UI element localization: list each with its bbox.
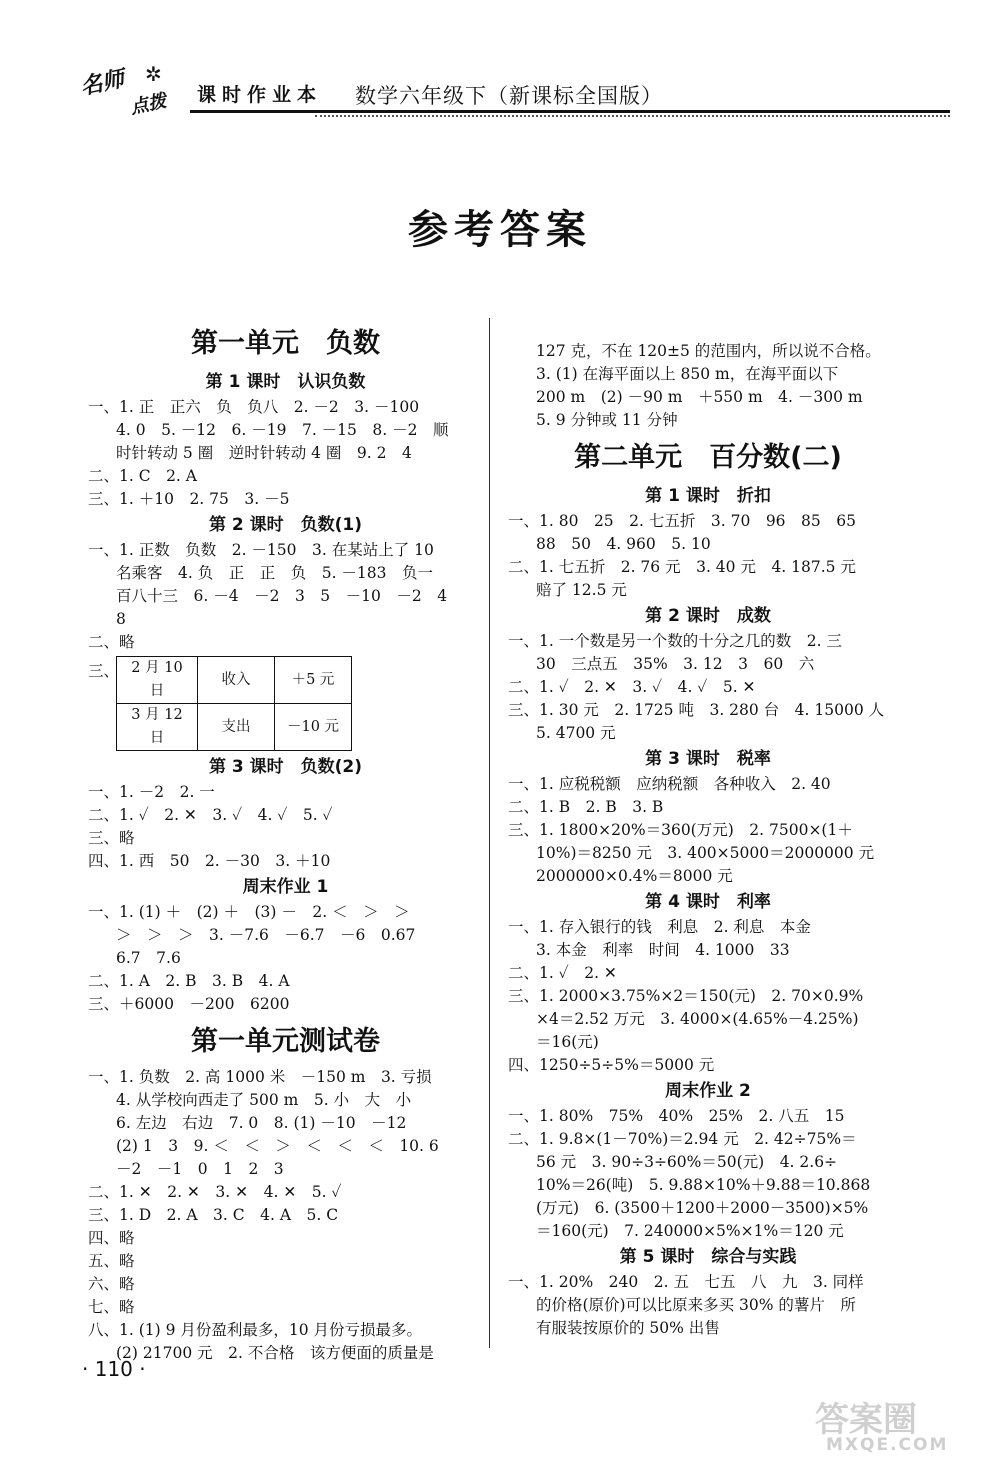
answer-line: －2 －1 0 1 2 3 (116, 1160, 284, 1178)
answer-line: 二、1. A 2. B 3. B 4. A (88, 972, 290, 990)
answer-line: 4. 从学校向西走了 500 m 5. 小 大 小 (116, 1091, 412, 1109)
answer-line: 三、略 (88, 829, 135, 847)
header-rule (190, 110, 950, 113)
answer-line: 一、1. 负数 2. 高 1000 米 －150 m 3. 亏损 (88, 1068, 432, 1086)
answer-line: 八、1. (1) 9 月份盈利最多，10 月份亏损最多。 (88, 1321, 423, 1339)
answer-line: 一、1. 一个数是另一个数的十分之几的数 2. 三 (508, 632, 842, 650)
answer-line: 200 m (2) －90 m ＋550 m 4. －300 m (536, 388, 863, 406)
lesson-heading: 周末作业 2 (665, 1081, 751, 1101)
answer-line: 三、1. ＋10 2. 75 3. －5 (88, 490, 290, 508)
unit-heading: 第二单元 百分数(二) (574, 442, 842, 473)
answer-line: 一、1. 20% 240 2. 五 七五 八 九 3. 同样 (508, 1273, 864, 1291)
answer-line: 名乘客 4. 负 正 正 负 5. －183 负一 (116, 564, 434, 582)
answer-line: 时针转动 5 圈 逆时针转动 4 圈 9. 2 4 (116, 444, 412, 462)
answer-line: 5. 9 分钟或 11 分钟 (536, 411, 678, 429)
answer-line: 一、1. 80 25 2. 七五折 3. 70 96 85 65 (508, 512, 856, 530)
answer-line: 二、1. 七五折 2. 76 元 3. 40 元 4. 187.5 元 (508, 558, 856, 576)
answer-line: 二、1. ✓ 2. ✕ 3. ✓ 4. ✓ 5. ✓ (88, 806, 333, 824)
answer-line: 二、1. C 2. A (88, 467, 197, 485)
header-dotted-rule (315, 115, 950, 117)
answer-line: 56 元 3. 90÷3÷60%＝50(元) 4. 2.6÷ (536, 1153, 838, 1171)
answer-line: 六、略 (88, 1275, 135, 1293)
page-title: 参考答案 (408, 207, 592, 253)
lesson-heading: 周末作业 1 (242, 877, 329, 897)
answer-line: ＞ ＞ ＞ 3. －7.6 －6.7 －6 0.67 (116, 926, 416, 944)
answer-line: (万元) 6. (3500＋1200＋2000－3500)×5% (536, 1199, 869, 1217)
answer-line: 8 (116, 610, 126, 628)
lesson-heading: 第 1 课时 认识负数 (205, 372, 366, 392)
answer-line: 一、1. (1) ＋ (2) ＋ (3) － 2. ＜ ＞ ＞ (88, 903, 410, 921)
income-expense-table (116, 656, 352, 751)
answer-line: 二、1. ✓ 2. ✕ 3. ✓ 4. ✓ 5. ✕ (508, 678, 756, 696)
answer-line: 6. 左边 右边 7. 0 8. (1) －10 －12 (116, 1114, 407, 1132)
answer-line: 赔了 12.5 元 (536, 581, 627, 599)
answer-line: 三、1. 30 元 2. 1725 吨 3. 280 台 4. 15000 人 (508, 701, 885, 719)
table-cell: 收入 (198, 657, 275, 704)
lesson-heading: 第 3 课时 负数(2) (208, 757, 363, 777)
table-cell: 支出 (198, 704, 275, 751)
answer-line: 6.7 7.6 (116, 949, 181, 967)
unit-heading: 第一单元 负数 (191, 328, 380, 359)
logo-text: 名师 (78, 65, 127, 101)
answer-line: 一、1. 应税税额 应纳税额 各种收入 2. 40 (508, 775, 831, 793)
answer-line: 3. 本金 利率 时间 4. 1000 33 (536, 941, 790, 959)
answer-line: 10%)＝8250 元 3. 400×5000＝2000000 元 (536, 844, 875, 862)
answer-line: 一、1. －2 2. 一 (88, 783, 215, 801)
answer-line: 有服装按原价的 50% 出售 (536, 1319, 720, 1337)
answer-line: 百八十三 6. －4 －2 3 5 －10 －2 4 (116, 587, 448, 605)
answer-line: (2) 1 3 9. ＜ ＜ ＞ ＜ ＜ ＜ 10. 6 (116, 1137, 439, 1155)
subject-title: 数学六年级下（新课标全国版） (355, 84, 663, 108)
answer-line: 2000000×0.4%＝8000 元 (536, 867, 733, 885)
lesson-heading: 第 5 课时 综合与实践 (619, 1247, 797, 1267)
page-number: · 110 · (82, 1357, 146, 1381)
watermark: 答案圈 (815, 1400, 917, 1440)
table-cell: 2 月 10 日 (117, 657, 198, 704)
answer-line: 三、1. 1800×20%＝360(万元) 2. 7500×(1＋ (508, 821, 853, 839)
answer-line: 88 50 4. 960 5. 10 (536, 535, 711, 553)
page-header (70, 60, 950, 120)
lesson-heading: 第 1 课时 折扣 (645, 486, 771, 506)
answer-line: 二、1. B 2. B 3. B (508, 798, 664, 816)
answer-line: 二、1. ✓ 2. ✕ (508, 964, 617, 982)
answer-line: 三、1. D 2. A 3. C 4. A 5. C (88, 1206, 339, 1224)
answer-line: 10%＝26(吨) 5. 9.88×10%＋9.88＝10.868 (536, 1176, 871, 1194)
column-divider (489, 318, 490, 1348)
answer-line: 二、略 (88, 633, 135, 651)
answer-line: 四、1250÷5÷5%＝5000 元 (508, 1056, 715, 1074)
answer-line: ＝16(元) (536, 1033, 599, 1051)
watermark-url: MXQE.COM (826, 1435, 949, 1455)
answer-line: (2) 21700 元 2. 不合格 该方便面的质量是 (116, 1344, 434, 1362)
right-column (508, 340, 908, 1340)
star-icon: ✲ (145, 62, 162, 86)
item-prefix: 三、 (88, 662, 120, 680)
book-name: 课时作业本 (197, 84, 323, 106)
lesson-heading: 第 4 课时 利率 (645, 892, 771, 912)
answer-line: ＝160(元) 7. 240000×5%×1%＝120 元 (536, 1222, 844, 1240)
income-expense-table-block (88, 656, 483, 751)
answer-line: 3. (1) 在海平面以上 850 m，在海平面以下 (536, 365, 839, 383)
answer-line: 二、1. 9.8×(1－70%)＝2.94 元 2. 42÷75%＝ (508, 1130, 857, 1148)
answer-line: 三、＋6000 －200 6200 (88, 995, 290, 1013)
answer-line: 127 克，不在 120±5 的范围内，所以说不合格。 (536, 342, 881, 360)
unit-heading: 第一单元测试卷 (191, 1026, 380, 1057)
table-row (117, 657, 352, 704)
answer-line: 30 三点五 35% 3. 12 3 60 六 (536, 655, 815, 673)
left-column (88, 318, 483, 1365)
answer-line: 二、1. ✕ 2. ✕ 3. ✕ 4. ✕ 5. ✓ (88, 1183, 342, 1201)
answer-line: 的价格(原价)可以比原来多买 30% 的薯片 所 (536, 1296, 856, 1314)
table-row (117, 704, 352, 751)
lesson-heading: 第 2 课时 成数 (645, 606, 771, 626)
answer-line: 四、1. 西 50 2. －30 3. ＋10 (88, 852, 331, 870)
answer-line: 五、略 (88, 1252, 135, 1270)
answer-line: 三、1. 2000×3.75%×2＝150(元) 2. 70×0.9% (508, 987, 864, 1005)
answer-line: 七、略 (88, 1298, 135, 1316)
answer-line: 一、1. 正 正六 负 负八 2. －2 3. －100 (88, 398, 420, 416)
answer-line: 一、1. 存入银行的钱 利息 2. 利息 本金 (508, 918, 811, 936)
answer-line: 一、1. 正数 负数 2. －150 3. 在某站上了 10 (88, 541, 434, 559)
table-cell: 3 月 12 日 (117, 704, 198, 751)
lesson-heading: 第 2 课时 负数(1) (208, 515, 363, 535)
logo-text-2: 点拨 (128, 90, 169, 119)
answer-line: 四、略 (88, 1229, 135, 1247)
table-cell: －10 元 (275, 704, 352, 751)
answer-line: ×4＝2.52 万元 3. 4000×(4.65%－4.25%) (536, 1010, 859, 1028)
answer-line: 一、1. 80% 75% 40% 25% 2. 八五 15 (508, 1107, 845, 1125)
lesson-heading: 第 3 课时 税率 (645, 749, 771, 769)
answer-line: 5. 4700 元 (536, 724, 616, 742)
answer-line: 4. 0 5. －12 6. －19 7. －15 8. －2 顺 (116, 421, 449, 439)
table-cell: ＋5 元 (275, 657, 352, 704)
